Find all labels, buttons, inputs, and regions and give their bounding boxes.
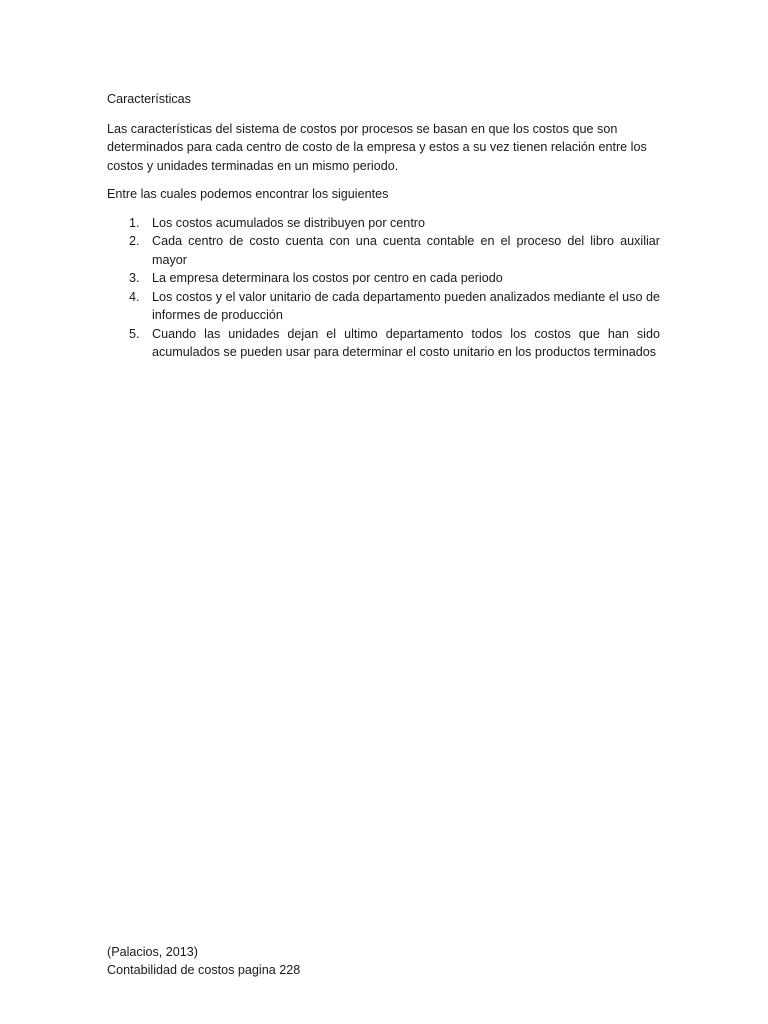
list-item (107, 232, 660, 269)
list-item-number: 5. (129, 326, 140, 341)
list-item (107, 214, 660, 233)
list-item-number: 3. (129, 271, 140, 285)
intro-paragraph: Las características del sistema de costos por procesos se basan en que los costos que son determinados para cada centro de costo de la empresa y estos a su vez tienen relación entre los costos y unidades terminadas en un mismo periodo. (107, 121, 647, 173)
footer-source: Contabilidad de costos pagina 228 (107, 963, 301, 977)
list-item (107, 288, 660, 325)
section-heading: Características (107, 92, 191, 106)
list-item-number: 2. (129, 234, 140, 248)
list-item-text: Cada centro de costo cuenta con una cuenta contable en el proceso del libro auxiliar mayor (152, 234, 660, 267)
document-body (107, 90, 660, 362)
page-footer (107, 943, 300, 979)
list-item-text: Los costos y el valor unitario de cada departamento pueden analizados mediante el uso de informes de producción (152, 289, 660, 322)
list-item (107, 325, 660, 362)
list-item-text: Cuando las unidades dejan el ultimo departamento todos los costos que han sido acumulados se pueden usar para determinar el costo unitario en los productos terminados (152, 326, 660, 359)
list-item-text: La empresa determinara los costos por centro en cada periodo (152, 271, 503, 285)
list-item-number: 1. (129, 215, 140, 230)
list-intro-paragraph: Entre las cuales podemos encontrar los siguientes (107, 187, 389, 201)
footer-citation: (Palacios, 2013) (107, 945, 199, 959)
list-item (107, 269, 660, 288)
characteristics-list (107, 214, 660, 362)
list-item-number: 4. (129, 289, 140, 304)
list-item-text: Los costos acumulados se distribuyen por centro (152, 215, 426, 230)
